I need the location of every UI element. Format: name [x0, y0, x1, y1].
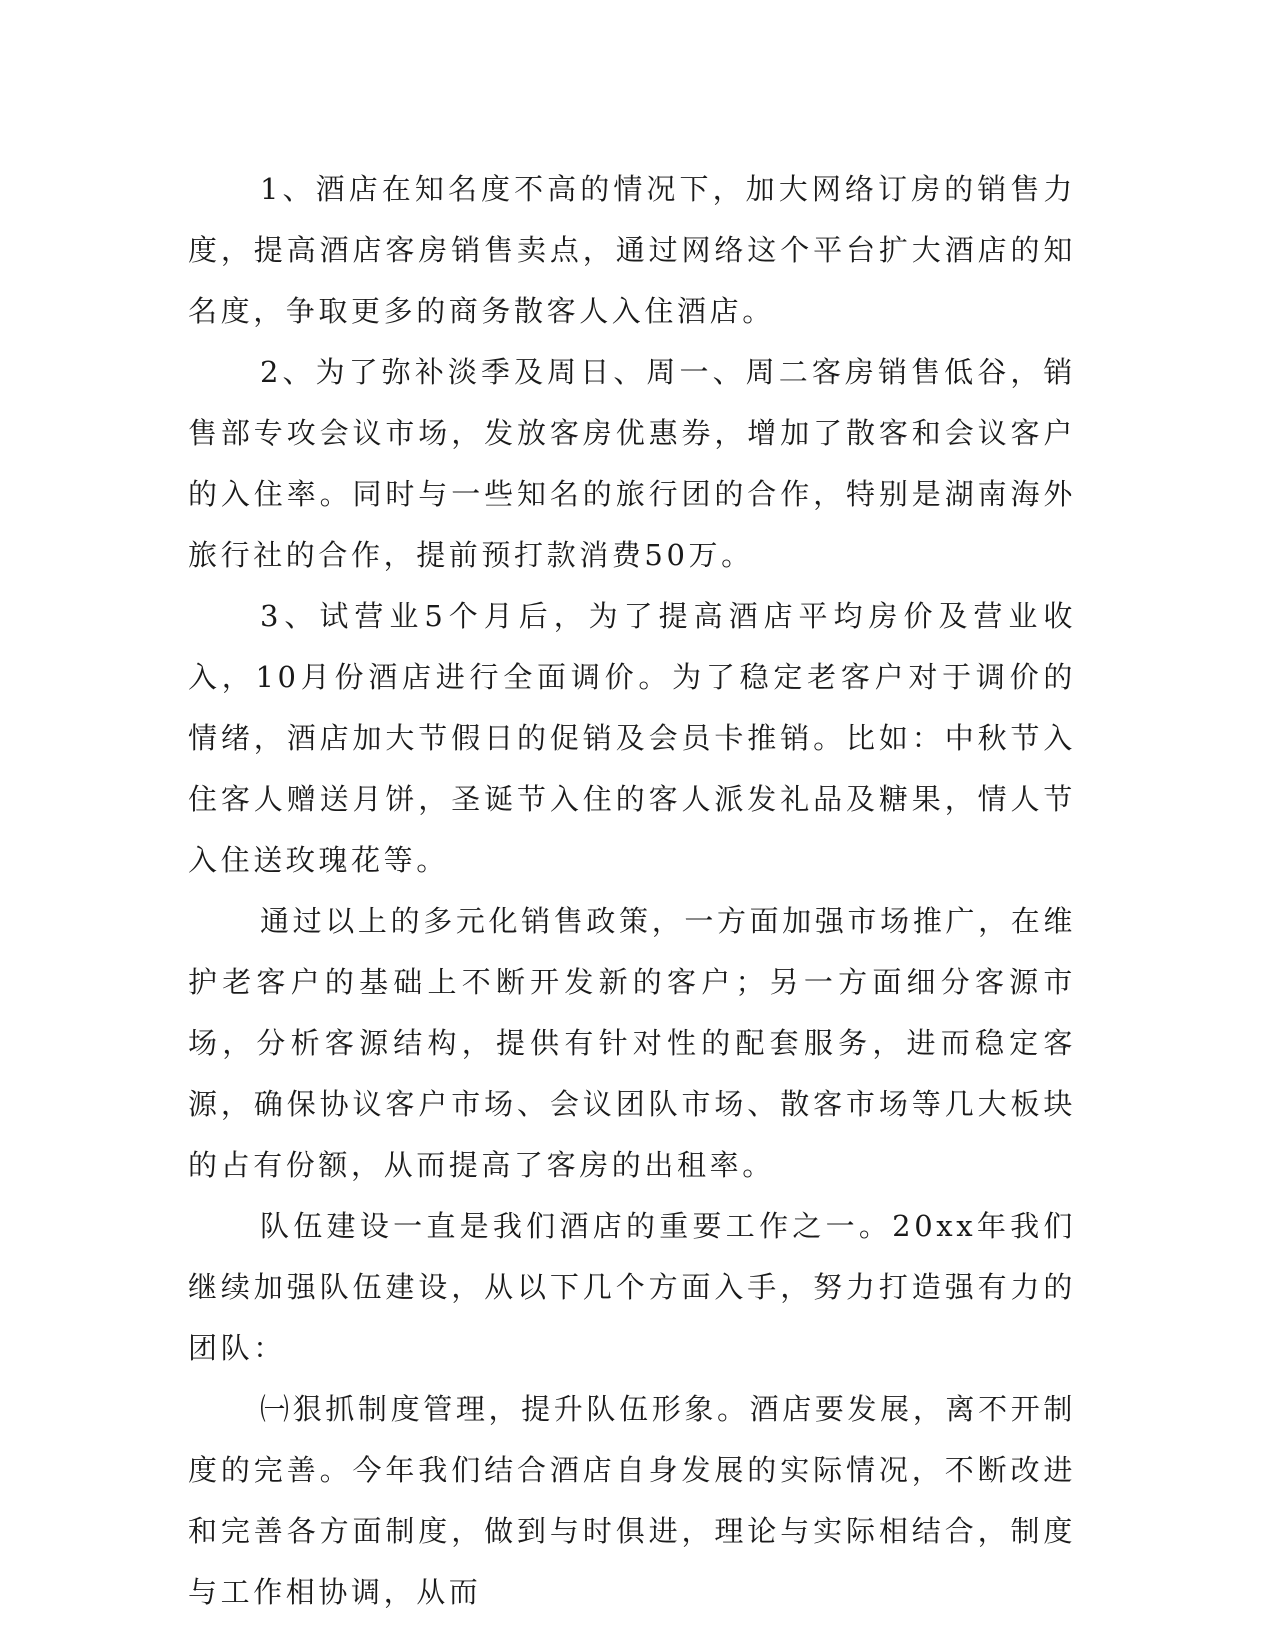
paragraph-diversified-sales: 通过以上的多元化销售政策，一方面加强市场推广，在维护老客户的基础上不断开发新的客户；另一方面细分客源市场，分析客源结构，提供有针对性的配套服务，进而稳定客源，确保协议客户市场、会议团队市场、散客市场等几大板块的占有份额，从而提高了客房的出租率。 [188, 904, 1076, 1182]
paragraph-system-management: ㈠狠抓制度管理，提升队伍形象。酒店要发展，离不开制度的完善。今年我们结合酒店自身发展的实际情况，不断改进和完善各方面制度，做到与时俱进，理论与实际相结合，制度与工作相协调，从而 [188, 1392, 1076, 1609]
paragraph-hotel-online-booking: 1、酒店在知名度不高的情况下，加大网络订房的销售力度，提高酒店客房销售卖点，通过网络这个平台扩大酒店的知名度，争取更多的商务散客人入住酒店。 [188, 172, 1076, 328]
paragraph-price-adjustment: 3、试营业5个月后，为了提高酒店平均房价及营业收入，10月份酒店进行全面调价。为了稳定老客户对于调价的情绪，酒店加大节假日的促销及会员卡推销。比如：中秋节入住客人赠送月饼，圣诞节入住的客人派发礼品及糖果，情人节入住送玫瑰花等。 [188, 599, 1076, 877]
paragraph-off-season-promotion: 2、为了弥补淡季及周日、周一、周二客房销售低谷，销售部专攻会议市场，发放客房优惠券，增加了散客和会议客户的入住率。同时与一些知名的旅行团的合作，特别是湖南海外旅行社的合作，提前预打款消费50万。 [188, 355, 1076, 572]
paragraph-team-building: 队伍建设一直是我们酒店的重要工作之一。20xx年我们继续加强队伍建设，从以下几个方面入手，努力打造强有力的团队： [188, 1209, 1076, 1365]
document-body [188, 159, 1076, 1623]
